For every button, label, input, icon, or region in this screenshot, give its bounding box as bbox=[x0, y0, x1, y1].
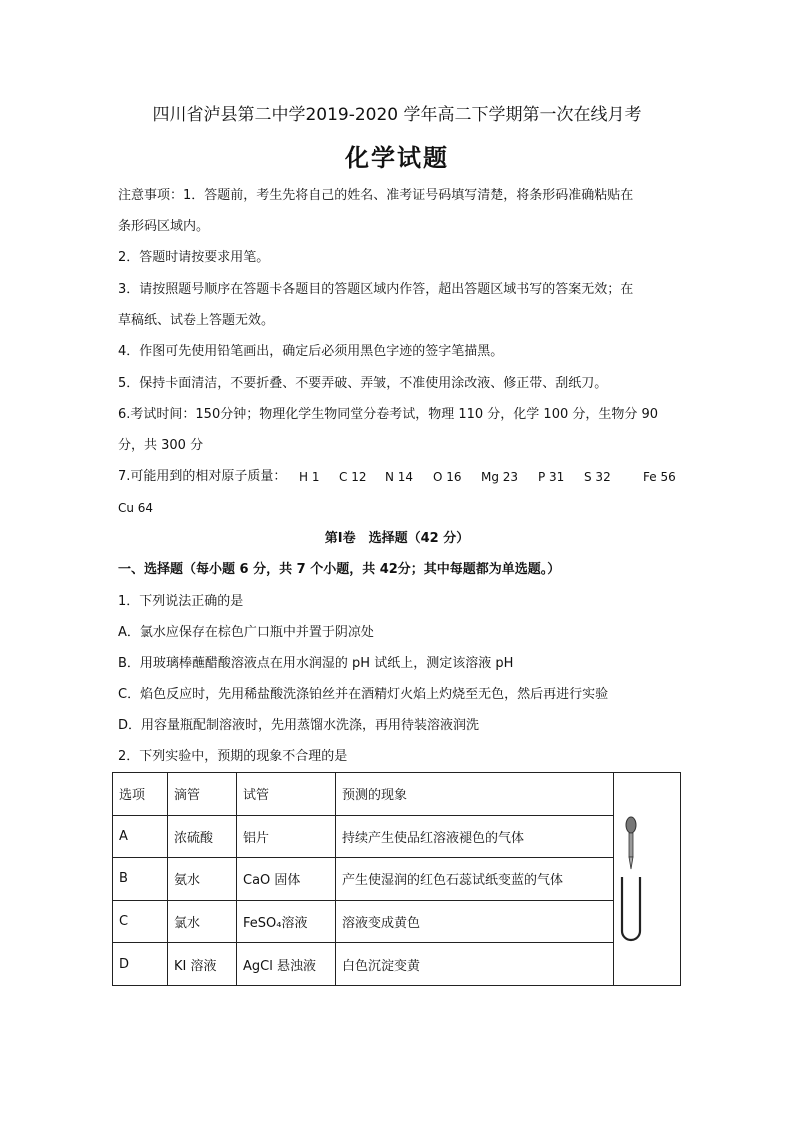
phenomenon-cell: 白色沉淀变黄 bbox=[336, 943, 614, 986]
option-cell: B bbox=[113, 858, 168, 901]
table-header-row bbox=[113, 773, 681, 816]
question-1-option-a: A．氯水应保存在棕色广口瓶中并置于阴凉处 bbox=[118, 625, 374, 640]
header-cell: 预测的现象 bbox=[336, 773, 614, 816]
table-row bbox=[113, 900, 681, 943]
phenomenon-cell: 产生使湿润的红色石蕊试纸变蓝的气体 bbox=[336, 858, 614, 901]
question-1-option-d: D．用容量瓶配制溶液时，先用蒸馏水洗涤，再用待装溶液润洗 bbox=[118, 718, 480, 733]
dropper-test-tube-figure bbox=[614, 773, 681, 986]
exam-subtitle: 化学试题 bbox=[345, 144, 449, 172]
table-row bbox=[113, 943, 681, 986]
note-1-cont: 条形码区域内。 bbox=[118, 219, 210, 234]
atomic-mass: N 14 bbox=[385, 470, 414, 484]
option-cell: D bbox=[113, 943, 168, 986]
option-cell: A bbox=[113, 815, 168, 858]
atomic-mass: O 16 bbox=[433, 470, 462, 484]
table-row bbox=[113, 815, 681, 858]
dropper-cell: KI 溶液 bbox=[168, 943, 237, 986]
tube-cell: AgCl 悬浊液 bbox=[237, 943, 336, 986]
exam-title: 四川省泸县第二中学2019-2020 学年高二下学期第一次在线月考 bbox=[152, 105, 642, 125]
dropper-cell: 浓硫酸 bbox=[168, 815, 237, 858]
atomic-mass: H 1 bbox=[299, 470, 320, 484]
note-4: 4．作图可先使用铅笔画出，确定后必须用黑色字迹的签字笔描黑。 bbox=[118, 344, 504, 359]
tube-cell: 铝片 bbox=[237, 815, 336, 858]
experiment-table bbox=[112, 772, 681, 986]
dropper-cell: 氯水 bbox=[168, 900, 237, 943]
atomic-mass: C 12 bbox=[339, 470, 367, 484]
atomic-mass: Mg 23 bbox=[481, 470, 519, 484]
header-cell: 选项 bbox=[113, 773, 168, 816]
header-cell: 试管 bbox=[237, 773, 336, 816]
atomic-mass: S 32 bbox=[584, 470, 611, 484]
note-6-cont: 分，共 300 分 bbox=[118, 438, 204, 453]
note-7-label: 7.可能用到的相对原子质量： bbox=[118, 469, 287, 484]
note-3-cont: 草稿纸、试卷上答题无效。 bbox=[118, 313, 275, 328]
atomic-mass: P 31 bbox=[538, 470, 565, 484]
part-title: 第Ⅰ卷 选择题（42 分） bbox=[324, 531, 470, 546]
note-7-cont: Cu 64 bbox=[118, 501, 154, 515]
atomic-mass: Fe 56 bbox=[643, 470, 676, 484]
tube-cell: FeSO₄溶液 bbox=[237, 900, 336, 943]
note-5: 5．保持卡面清洁，不要折叠、不要弄破、弄皱，不准使用涂改液、修正带、刮纸刀。 bbox=[118, 376, 608, 391]
dropper-test-tube-icon bbox=[614, 773, 680, 981]
table-row bbox=[113, 858, 681, 901]
tube-cell: CaO 固体 bbox=[237, 858, 336, 901]
phenomenon-cell: 持续产生使品红溶液褪色的气体 bbox=[336, 815, 614, 858]
note-3: 3．请按照题号顺序在答题卡各题目的答题区域内作答，超出答题区域书写的答案无效；在 bbox=[118, 282, 634, 297]
question-1-option-b: B．用玻璃棒蘸醋酸溶液点在用水润湿的 pH 试纸上，测定该溶液 pH bbox=[118, 656, 514, 671]
header-cell: 滴管 bbox=[168, 773, 237, 816]
note-6: 6.考试时间：150分钟；物理化学生物同堂分卷考试，物理 110 分，化学 100 分，生物分 90 bbox=[118, 407, 659, 422]
question-1-option-c: C．焰色反应时，先用稀盐酸洗涤铂丝并在酒精灯火焰上灼烧至无色，然后再进行实验 bbox=[118, 687, 609, 702]
note-2: 2．答题时请按要求用笔。 bbox=[118, 250, 270, 265]
note-1: 注意事项：1．答题前，考生先将自己的姓名、准考证号码填写清楚，将条形码准确粘贴在 bbox=[118, 188, 634, 203]
phenomenon-cell: 溶液变成黄色 bbox=[336, 900, 614, 943]
dropper-cell: 氨水 bbox=[168, 858, 237, 901]
option-cell: C bbox=[113, 900, 168, 943]
section-heading: 一、选择题（每小题 6 分，共 7 个小题，共 42分；其中每题都为单选题。） bbox=[118, 562, 561, 577]
question-1-stem: 1．下列说法正确的是 bbox=[118, 594, 244, 609]
question-2-stem: 2．下列实验中，预期的现象不合理的是 bbox=[118, 749, 348, 764]
